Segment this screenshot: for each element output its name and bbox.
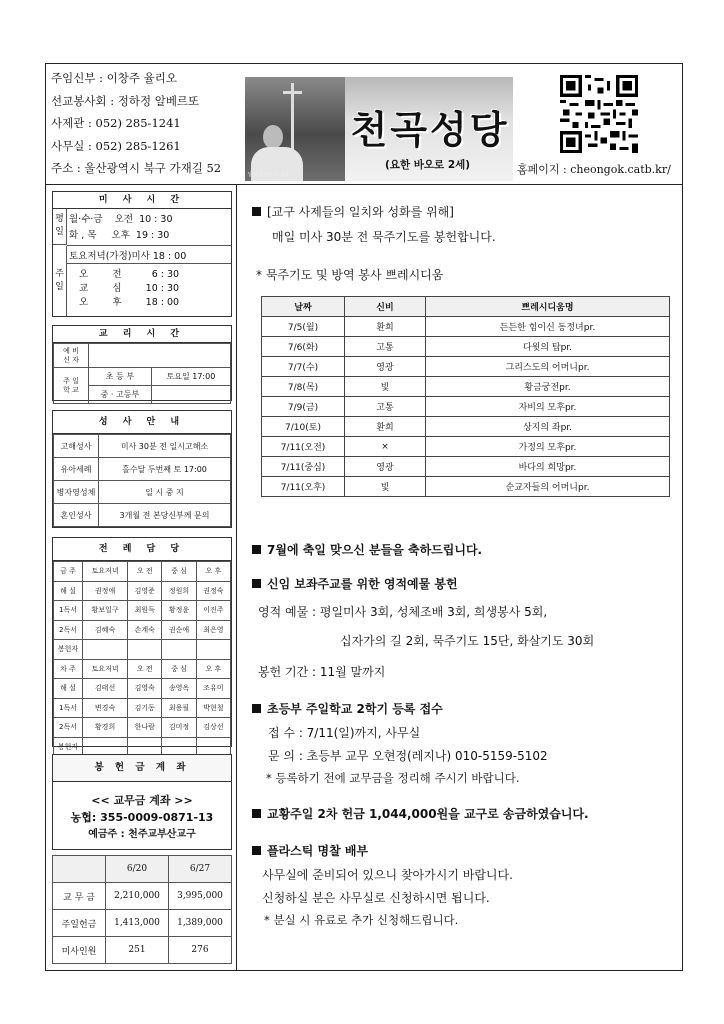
duties-cell: 오 전	[128, 659, 162, 679]
section-sunday-school: 초등부 주일학교 2학기 등록 접수	[252, 700, 443, 717]
novena-cell: 가정의 모후pr.	[426, 437, 670, 457]
finance-header: 6/20	[106, 856, 169, 883]
offering-account-title: 봉 헌 금 계 좌	[53, 755, 231, 782]
novena-row	[262, 477, 670, 497]
novena-cell: 빛	[345, 377, 426, 397]
catechism-box	[52, 325, 232, 401]
novena-row	[262, 437, 670, 457]
section-spiritual-gift: 신임 보좌주교를 위한 영적예물 봉헌	[252, 575, 458, 592]
column-divider	[236, 185, 237, 971]
sacrament-info: 미사 30분 전 일시고해소	[99, 435, 231, 458]
duties-cell: 김영준	[128, 581, 162, 601]
finance-cell: 2,210,000	[106, 883, 169, 910]
finance-cell: 3,995,000	[169, 883, 232, 910]
finance-cell: 1,389,000	[169, 910, 232, 937]
duties-cell: 차 주	[54, 659, 83, 679]
mass-times-box	[52, 191, 232, 317]
duties-cell: 조유미	[196, 679, 230, 699]
novena-header-cell: 날짜	[262, 297, 345, 317]
duties-cell: 오 후	[196, 562, 230, 582]
office-tel: 사무실 : 052) 285-1261	[51, 138, 181, 153]
novena-cell: 영광	[345, 357, 426, 377]
account-holder: 예금주 : 천주교부산교구	[88, 829, 196, 840]
duties-cell: 김미정	[162, 718, 196, 738]
duties-cell: 변경숙	[83, 698, 128, 718]
name-tag-line-1: 사무실에 준비되어 있으니 찾아가시기 바랍니다.	[262, 868, 513, 882]
duties-cell: 이진주	[196, 601, 230, 621]
sacrament-name: 고해성사	[54, 435, 99, 458]
novena-cell: 7/10(토)	[262, 417, 345, 437]
sacrament-name: 혼인성사	[54, 504, 99, 527]
weekday-mass-1: 월·수·금 오전 10 : 30	[69, 214, 173, 225]
duties-cell: 정원희	[162, 581, 196, 601]
weekday-mass-2: 화 , 목 오후 19 : 30	[69, 230, 170, 241]
duties-cell: 권정애	[83, 581, 128, 601]
sunday-mass-1: 오 전 6 : 30	[79, 269, 180, 280]
sacrament-info: 홀수달 두번째 토 17:00	[99, 458, 231, 481]
finance-table	[52, 855, 232, 964]
novena-cell: 순교자들의 어머니pr.	[426, 477, 670, 497]
novena-cell: 황금궁전pr.	[426, 377, 670, 397]
sacrament-name: 병자영성체	[54, 481, 99, 504]
novena-cell: ×	[345, 437, 426, 457]
catechism-table	[53, 343, 231, 404]
bullet-square-icon	[252, 846, 261, 855]
novena-row	[262, 357, 670, 377]
catechism-cell	[151, 386, 230, 404]
duties-cell: 박현철	[196, 698, 230, 718]
catechism-cell: 예 비 신 자	[54, 344, 89, 368]
catechism-cell: 중 · 고등부	[89, 386, 152, 404]
sunday-mass-2: 교 심 10 : 30	[79, 283, 180, 294]
catechism-cell: 주 일 학 교	[54, 368, 89, 404]
sacraments-box	[52, 410, 232, 528]
duties-cell: 봉헌자	[54, 737, 83, 757]
novena-schedule-table	[261, 296, 670, 497]
sunday-mass-0: 토요저녁(가정)미사 18 : 00	[69, 251, 187, 262]
novena-row	[262, 457, 670, 477]
sacrament-name: 유아세례	[54, 458, 99, 481]
duties-cell: 김혜숙	[83, 620, 128, 640]
spiritual-gift-line-1: 영적 예물 : 평일미사 3회, 성체조배 3회, 희생봉사 5회,	[258, 605, 548, 619]
church-name: 천곡성당	[350, 107, 510, 152]
novena-cell: 그리스도의 어머니pr.	[426, 357, 670, 377]
duties-cell: 봉헌자	[54, 640, 83, 660]
sacraments-title: 성 사 안 내	[53, 411, 231, 434]
duties-table	[53, 561, 231, 757]
name-tag-line-2: 신청하실 분은 사무실로 신청하시면 됩니다.	[262, 891, 490, 905]
novena-cell: 7/11(중심)	[262, 457, 345, 477]
duties-cell: 2독서	[54, 718, 83, 738]
qr-code-icon[interactable]	[560, 75, 638, 153]
finance-header: 6/27	[169, 856, 232, 883]
novena-cell: 환희	[345, 317, 426, 337]
novena-cell: 고통	[345, 397, 426, 417]
novena-row	[262, 337, 670, 357]
novena-cell: 7/8(목)	[262, 377, 345, 397]
novena-cell: 환희	[345, 417, 426, 437]
duties-cell	[128, 640, 162, 660]
bullet-square-icon	[252, 809, 261, 818]
novena-cell: 바다의 희망pr.	[426, 457, 670, 477]
sacraments-table	[53, 434, 231, 527]
novena-cell: 7/9(금)	[262, 397, 345, 417]
sunday-label: 주 일	[53, 246, 67, 316]
finance-cell: 미사인원	[53, 937, 106, 964]
rectory-tel: 사제관 : 052) 285-1241	[51, 116, 181, 130]
duties-cell: 김태선	[83, 679, 128, 699]
duties-cell: 오 후	[196, 659, 230, 679]
spiritual-gift-period: 봉헌 기간 : 11월 말까지	[258, 665, 386, 679]
duties-cell: 금 주	[54, 562, 83, 582]
duties-cell	[196, 640, 230, 660]
address-line: 주소 : 울산광역시 북구 가재길 52	[51, 161, 222, 175]
novena-cell: 상지의 좌pr.	[426, 417, 670, 437]
duties-cell: 중 심	[162, 659, 196, 679]
duties-cell: 1독서	[54, 698, 83, 718]
duties-cell: 최용필	[162, 698, 196, 718]
duties-row	[54, 659, 231, 679]
duties-row	[54, 562, 231, 582]
novena-cell: 든든한 힘이신 동정녀pr.	[426, 317, 670, 337]
duties-cell: 2독서	[54, 620, 83, 640]
homepage-url[interactable]: 홈페이지 : cheongok.catb.kr/	[517, 163, 671, 176]
novena-cell: 7/7(수)	[262, 357, 345, 377]
account-line-1: << 교무금 계좌 >>	[91, 794, 193, 807]
novena-row	[262, 377, 670, 397]
duties-cell: 토요저녁	[83, 562, 128, 582]
bullet-square-icon	[252, 579, 261, 588]
novena-header-row	[262, 297, 670, 317]
finance-cell: 교 무 금	[53, 883, 106, 910]
spiritual-gift-line-2: 십자가의 길 2회, 묵주기도 15단, 화살기도 30회	[340, 634, 595, 648]
duties-cell: 최원득	[128, 601, 162, 621]
name-tag-line-3: * 분실 시 유료로 추가 신청해드립니다.	[264, 913, 459, 927]
registration-line: 접 수 : 7/11(일)까지, 사무실	[268, 726, 421, 740]
duties-cell: 황보일구	[83, 601, 128, 621]
duties-cell	[83, 640, 128, 660]
duties-cell: 김기동	[128, 698, 162, 718]
bullet-square-icon	[252, 545, 261, 554]
novena-row	[262, 417, 670, 437]
novena-cell: 자비의 모후pr.	[426, 397, 670, 417]
prayer-text: 매일 미사 30분 전 묵주기도를 봉헌합니다.	[272, 230, 496, 244]
novena-cell: 7/5(월)	[262, 317, 345, 337]
duties-row	[54, 581, 231, 601]
duties-cell: 권정숙	[196, 581, 230, 601]
duties-cell: 오 전	[128, 562, 162, 582]
duties-cell: 황경희	[83, 718, 128, 738]
duties-cell: 해 설	[54, 679, 83, 699]
bullet-square-icon	[252, 704, 261, 713]
novena-cell: 영광	[345, 457, 426, 477]
novena-cell: 7/11(오전)	[262, 437, 345, 457]
duties-cell: 한나람	[128, 718, 162, 738]
duties-cell: 해 설	[54, 581, 83, 601]
duties-cell: 황정윤	[162, 601, 196, 621]
duties-cell: 최은영	[196, 620, 230, 640]
duties-cell: 김상선	[196, 718, 230, 738]
duties-row	[54, 718, 231, 738]
inquiry-line: 문 의 : 초등부 교무 오현정(레지나) 010-5159-5102	[268, 749, 548, 763]
weekday-label: 평 일	[53, 209, 67, 245]
novena-header-cell: 쁘레시디움명	[426, 297, 670, 317]
novena-header-cell: 신비	[345, 297, 426, 317]
duties-row	[54, 620, 231, 640]
offering-account-box	[52, 754, 232, 850]
novena-row	[262, 397, 670, 417]
duties-title: 전 례 담 당	[53, 538, 231, 561]
duties-cell: 손계숙	[128, 620, 162, 640]
novena-cell: 빛	[345, 477, 426, 497]
novena-cell: 7/11(오후)	[262, 477, 345, 497]
duties-row	[54, 640, 231, 660]
finance-cell: 251	[106, 937, 169, 964]
novena-cell: 다윗의 탑pr.	[426, 337, 670, 357]
duties-cell	[162, 640, 196, 660]
catechism-cell: 토요일 17:00	[151, 368, 230, 386]
finance-cell: 276	[169, 937, 232, 964]
novena-cell: 7/6(화)	[262, 337, 345, 357]
registration-note: * 등록하기 전에 교무금을 정리해 주시기 바랍니다.	[266, 771, 520, 785]
mass-times-title: 미 사 시 간	[53, 192, 231, 209]
sunday-mass-3: 오 후 18 : 00	[79, 297, 180, 308]
duties-cell: 중 심	[162, 562, 196, 582]
duties-cell: 김영숙	[128, 679, 162, 699]
council-line: 선교봉사회 : 정하정 알베르또	[51, 93, 200, 108]
sacrament-info: 3개월 전 본당신부께 문의	[99, 504, 231, 527]
account-number: 농협: 355-0009-0871-13	[70, 811, 214, 824]
duties-cell: 송영옥	[162, 679, 196, 699]
section-feast-day: 7월에 축일 맞으신 분들을 축하드립니다.	[252, 541, 482, 558]
pastor-line: 주임신부 : 이창주 율리오	[51, 71, 177, 85]
catechism-cell	[89, 344, 231, 368]
finance-header	[53, 856, 106, 883]
duties-row	[54, 698, 231, 718]
finance-cell: 1,413,000	[106, 910, 169, 937]
catechism-title: 교 리 시 간	[53, 326, 231, 343]
bullet-square-icon	[252, 207, 261, 216]
contact-info	[51, 67, 241, 180]
duties-cell: 토요저녁	[83, 659, 128, 679]
novena-row	[262, 317, 670, 337]
section-name-tag: 플라스틱 명찰 배부	[252, 842, 368, 859]
duties-row	[54, 601, 231, 621]
duties-row	[54, 679, 231, 699]
section-prayer-title: [교구 사제들의 일치와 성화를 위해]	[252, 203, 454, 220]
patron-saint: (요한 바오로 2세)	[385, 159, 471, 171]
duties-cell: 권순애	[162, 620, 196, 640]
liturgy-duties-box	[52, 537, 232, 751]
bulletin-header	[45, 63, 683, 185]
novena-subtitle: * 묵주기도 및 방역 봉사 쁘레시디움	[256, 268, 444, 282]
finance-cell: 주일헌금	[53, 910, 106, 937]
catechism-cell: 초 등 부	[89, 368, 152, 386]
duties-cell: 1독서	[54, 601, 83, 621]
photo-caption: 성 요한 바오로 2세	[247, 172, 289, 178]
section-collection: 교황주일 2차 헌금 1,044,000원을 교구로 송금하였습니다.	[252, 805, 589, 822]
novena-cell: 고통	[345, 337, 426, 357]
sacrament-info: 일 시 중 지	[99, 481, 231, 504]
